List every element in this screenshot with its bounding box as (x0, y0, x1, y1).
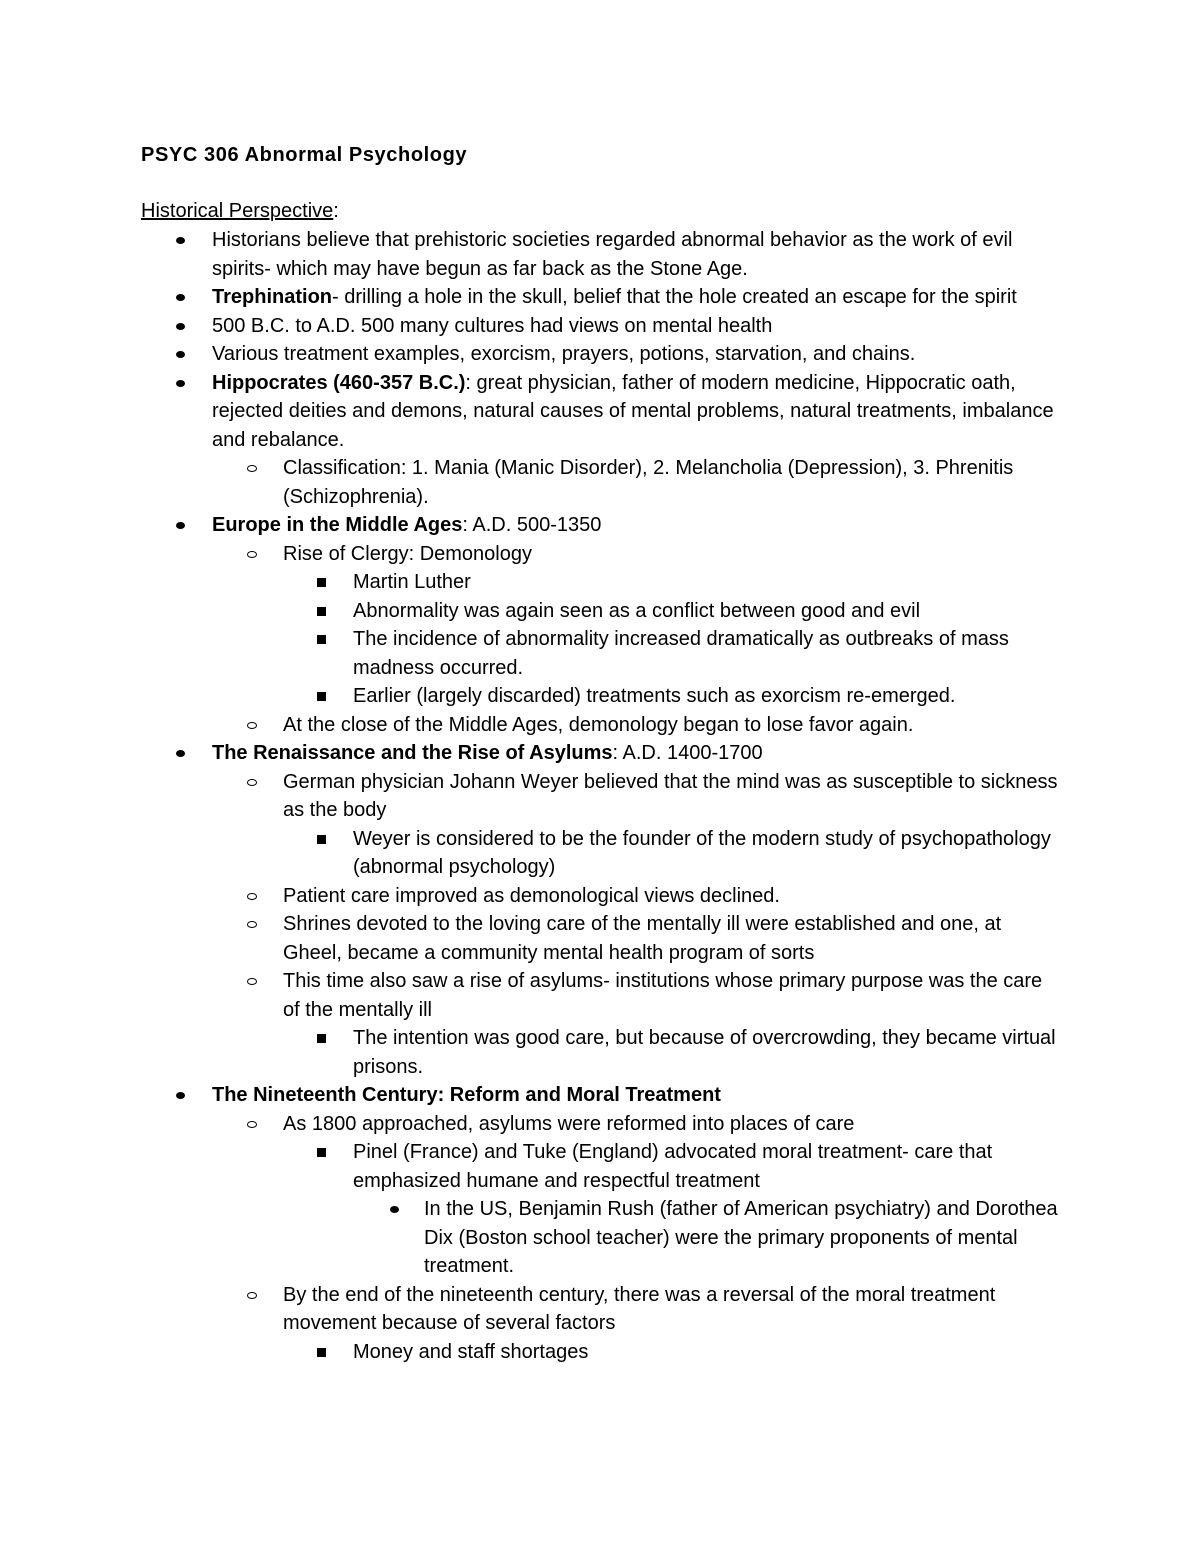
list-item-text (353, 682, 1063, 711)
list-item-body: As 1800 approached, asylums were reformed into places of care (283, 1112, 855, 1135)
list-item (0, 825, 1063, 882)
list-item (0, 910, 1063, 967)
document-title: PSYC 306 Abnormal Psychology (141, 144, 468, 166)
square-bullet-icon (317, 568, 327, 597)
filled-circle-bullet-icon (390, 1195, 399, 1224)
list-item-bold-term: The Nineteenth Century: Reform and Moral Treatment (212, 1084, 721, 1106)
square-bullet-icon (317, 1024, 327, 1053)
list-item-text (283, 768, 1063, 825)
filled-circle-bullet-icon (176, 511, 185, 540)
list-item (0, 1338, 1063, 1367)
list-item-text (212, 283, 1062, 312)
list-item-body: : A.D. 1400-1700 (612, 742, 763, 764)
filled-circle-bullet-icon (176, 312, 185, 341)
filled-circle-bullet-icon (176, 283, 185, 312)
list-item-body: : A.D. 500-1350 (462, 514, 602, 536)
list-item-text (212, 226, 1062, 283)
list-item-body: Earlier (largely discarded) treatments such as exorcism re-emerged. (353, 685, 956, 707)
list-item (0, 967, 1063, 1024)
list-item (0, 540, 1063, 569)
list-item-text (353, 597, 1063, 626)
list-item-body: This time also saw a rise of asylums- institutions whose primary purpose was the care of the mentally ill (283, 970, 1043, 1021)
list-item (0, 1110, 1063, 1139)
hollow-circle-bullet-icon (247, 882, 259, 911)
list-item-text (283, 882, 1063, 911)
hollow-circle-bullet-icon (247, 967, 259, 996)
square-bullet-icon (317, 1138, 327, 1167)
filled-circle-bullet-icon (176, 226, 185, 255)
list-item-body: Patient care improved as demonological views declined. (283, 884, 780, 907)
list-item (0, 882, 1063, 911)
hollow-circle-bullet-icon (247, 1281, 259, 1310)
list-item-text (212, 312, 1062, 341)
list-item-body: By the end of the nineteenth century, there was a reversal of the moral treatment movement because of several factors (283, 1283, 996, 1334)
list-item-text (212, 369, 1062, 455)
list-item-text (353, 1138, 1063, 1195)
list-item-text (353, 1338, 1063, 1367)
list-item-body: Pinel (France) and Tuke (England) advocated moral treatment- care that emphasized humane and respectful treatment (353, 1141, 993, 1192)
list-item-text (283, 1281, 1063, 1338)
list-item (0, 369, 1062, 455)
hollow-circle-bullet-icon (247, 540, 259, 569)
list-item-body: In the US, Benjamin Rush (father of American psychiatry) and Dorothea Dix (Boston school teacher) were the primary proponents of mental treatment. (424, 1198, 1058, 1277)
list-item-body: German physician Johann Weyer believed that the mind was as susceptible to sickness as the body (283, 770, 1058, 821)
square-bullet-icon (317, 625, 327, 654)
list-item (0, 739, 1062, 768)
list-item-text (212, 1081, 1062, 1110)
list-item (0, 1281, 1063, 1338)
section-heading (141, 197, 339, 225)
list-item-text (212, 340, 1062, 369)
list-item-body: Shrines devoted to the loving care of the mentally ill were established and one, at Gheel, became a community mental health program of sorts (283, 913, 1002, 964)
list-item-bold-term: The Renaissance and the Rise of Asylums (212, 742, 613, 764)
list-item-bold-term: Europe in the Middle Ages (212, 514, 463, 536)
section-heading-colon: : (333, 200, 339, 222)
list-item-body: 500 B.C. to A.D. 500 many cultures had views on mental health (212, 314, 773, 337)
list-item (0, 768, 1063, 825)
bullet-list (0, 226, 1200, 1366)
list-item (0, 597, 1063, 626)
list-item (0, 568, 1063, 597)
list-item-text (353, 825, 1063, 882)
list-item-bold-term: Trephination (212, 286, 332, 308)
list-item (0, 682, 1063, 711)
filled-circle-bullet-icon (176, 1081, 185, 1110)
hollow-circle-bullet-icon (247, 910, 259, 939)
list-item (0, 454, 1063, 511)
list-item (0, 312, 1062, 341)
list-item (0, 1138, 1063, 1195)
hollow-circle-bullet-icon (247, 454, 259, 483)
list-item (0, 1195, 1064, 1281)
filled-circle-bullet-icon (176, 369, 185, 398)
list-item-text (212, 511, 1062, 540)
list-item-text (283, 967, 1063, 1024)
list-item-body: The intention was good care, but because of overcrowding, they became virtual prisons. (353, 1027, 1056, 1078)
list-item-bold-term: Hippocrates (460-357 B.C.) (212, 371, 466, 394)
list-item-body: : great physician, father of modern medicine, Hippocratic oath, rejected deities and demons, natural causes of mental problems, natural treatments, imbalance and rebalance. (212, 371, 1054, 451)
list-item-text (283, 540, 1063, 569)
list-item (0, 1024, 1063, 1081)
section-heading-text: Historical Perspective (141, 200, 334, 222)
list-item-text (283, 910, 1063, 967)
list-item-text (353, 1024, 1063, 1081)
square-bullet-icon (317, 1338, 327, 1367)
list-item (0, 1081, 1062, 1110)
list-item-body: Abnormality was again seen as a conflict between good and evil (353, 599, 921, 622)
list-item-body: Rise of Clergy: Demonology (283, 542, 532, 565)
filled-circle-bullet-icon (176, 340, 185, 369)
hollow-circle-bullet-icon (247, 768, 259, 797)
list-item-text (353, 625, 1063, 682)
square-bullet-icon (317, 597, 327, 626)
list-item-body: At the close of the Middle Ages, demonology began to lose favor again. (283, 713, 914, 736)
list-item (0, 711, 1063, 740)
list-item (0, 511, 1062, 540)
list-item-body: Weyer is considered to be the founder of the modern study of psychopathology (abnormal psychology) (353, 827, 1051, 878)
list-item-text (283, 711, 1063, 740)
hollow-circle-bullet-icon (247, 711, 259, 740)
filled-circle-bullet-icon (176, 739, 185, 768)
list-item-body: Historians believe that prehistoric societies regarded abnormal behavior as the work of evil spirits- which may have begun as far back as the Stone Age. (212, 229, 1013, 280)
list-item-text (283, 1110, 1063, 1139)
list-item-text (283, 454, 1063, 511)
list-item-text (212, 739, 1062, 768)
square-bullet-icon (317, 682, 327, 711)
list-item (0, 625, 1063, 682)
list-item-body: The incidence of abnormality increased dramatically as outbreaks of mass madness occurred. (353, 628, 1009, 679)
square-bullet-icon (317, 825, 327, 854)
list-item-body: Classification: 1. Mania (Manic Disorder), 2. Melancholia (Depression), 3. Phrenitis (Schizophrenia). (283, 457, 1014, 508)
list-item-text (424, 1195, 1064, 1281)
list-item (0, 340, 1062, 369)
list-item (0, 283, 1062, 312)
list-item-text (353, 568, 1063, 597)
list-item-body: - drilling a hole in the skull, belief that the hole created an escape for the spirit (332, 286, 1017, 308)
list-item (0, 226, 1062, 283)
list-item-body: Various treatment examples, exorcism, prayers, potions, starvation, and chains. (212, 343, 916, 365)
list-item-body: Money and staff shortages (353, 1340, 589, 1363)
list-item-body: Martin Luther (353, 571, 471, 593)
hollow-circle-bullet-icon (247, 1110, 259, 1139)
